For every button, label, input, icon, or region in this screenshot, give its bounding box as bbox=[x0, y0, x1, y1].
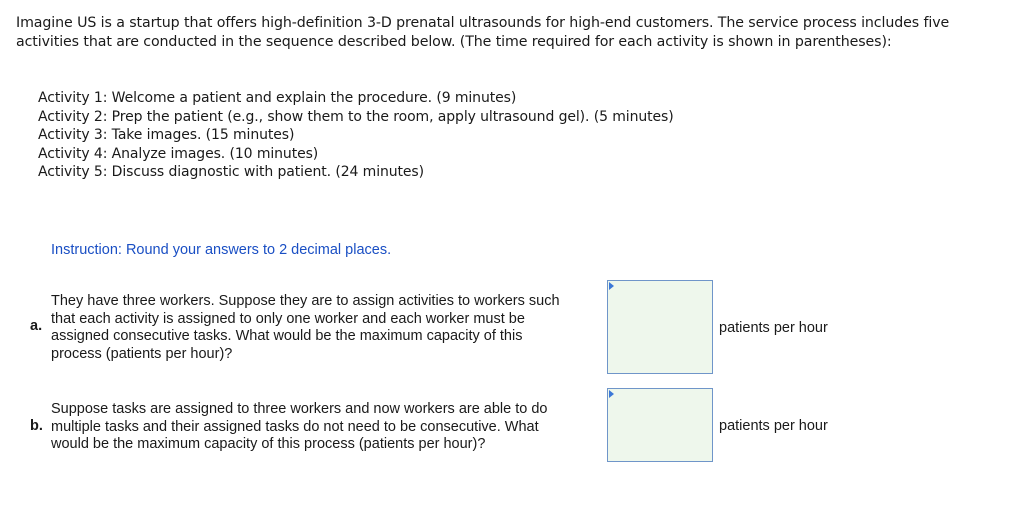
activity-item: Activity 1: Welcome a patient and explain the procedure. (9 minutes) bbox=[38, 90, 517, 106]
answer-marker-icon bbox=[609, 390, 614, 398]
activity-item: Activity 3: Take images. (15 minutes) bbox=[38, 127, 295, 143]
activity-item: Activity 5: Discuss diagnostic with patient. (24 minutes) bbox=[38, 164, 424, 180]
answer-b-box[interactable] bbox=[607, 388, 713, 462]
intro-line-2: activities that are conducted in the sequence described below. (The time required for each activity is shown in parentheses): bbox=[16, 34, 892, 50]
question-line: multiple tasks and their assigned tasks do not need to be consecutive. What bbox=[51, 418, 539, 435]
activity-item: Activity 2: Prep the patient (e.g., show them to the room, apply ultrasound gel). (5 minutes) bbox=[38, 108, 674, 125]
answer-a-unit: patients per hour bbox=[719, 320, 828, 336]
question-line: that each activity is assigned to only one worker and each worker must be bbox=[51, 310, 525, 327]
question-b-text bbox=[51, 401, 603, 454]
answer-b-input[interactable] bbox=[608, 389, 712, 461]
question-a-letter: a. bbox=[30, 318, 43, 334]
answer-b-unit: patients per hour bbox=[719, 418, 828, 434]
question-line: assigned consecutive tasks. What would be the maximum capacity of this bbox=[51, 328, 523, 345]
problem-intro bbox=[16, 14, 1006, 52]
question-line: Suppose tasks are assigned to three workers and now workers are able to do bbox=[51, 401, 548, 417]
activity-list bbox=[38, 89, 674, 182]
activity-item: Activity 4: Analyze images. (10 minutes) bbox=[38, 145, 319, 162]
question-a-text bbox=[51, 293, 603, 363]
intro-line-1: Imagine US is a startup that offers high-definition 3-D prenatal ultrasounds for high-end customers. The service process includes five bbox=[16, 15, 950, 31]
answer-a-input[interactable] bbox=[608, 281, 712, 373]
question-b-letter: b. bbox=[30, 418, 43, 434]
rounding-instruction: Instruction: Round your answers to 2 decimal places. bbox=[51, 242, 392, 258]
question-line: process (patients per hour)? bbox=[51, 345, 233, 362]
question-line: They have three workers. Suppose they are to assign activities to workers such bbox=[51, 293, 560, 309]
answer-a-box[interactable] bbox=[607, 280, 713, 374]
question-line: would be the maximum capacity of this process (patients per hour)? bbox=[51, 436, 486, 453]
answer-marker-icon bbox=[609, 282, 614, 290]
